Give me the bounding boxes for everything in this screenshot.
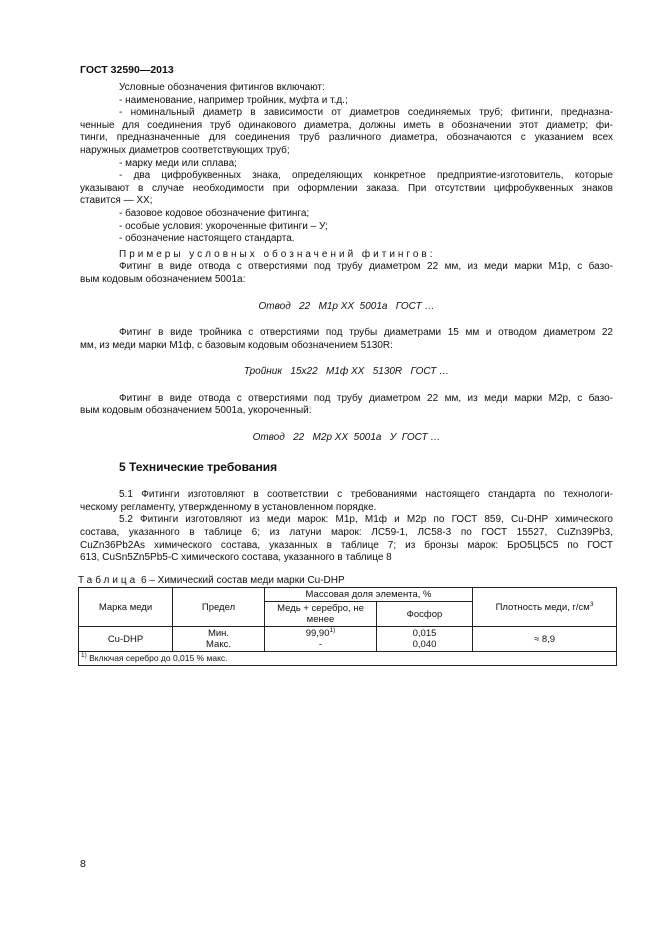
footnote-mark: 1) xyxy=(81,652,87,660)
col-header-grade: Марка меди xyxy=(79,588,173,627)
section-5-title: 5 Технические требования xyxy=(119,459,278,474)
page-number: 8 xyxy=(80,858,86,870)
cell-phosphorus-max: 0,040 xyxy=(412,639,437,651)
section-5-2: 613, CuSn5Zn5Pb5-C химического состава, указанного в таблице 8 xyxy=(80,552,392,564)
example-1-formula: Отвод 22 М1р ХХ 5001а ГОСТ … xyxy=(258,300,435,312)
cell-copper xyxy=(265,627,377,652)
section-5-2: CuZn36Pb2As химического состава, указанных в таблице 7; из бронзы марок: БрО5Ц5С5 по ГОСТ xyxy=(80,539,613,551)
cell-grade: Cu-DHP xyxy=(79,627,173,652)
col-header-copper: Медь + серебро, не менее xyxy=(265,602,377,627)
table-caption-prefix: Таблица xyxy=(78,574,139,586)
density-label: Плотность меди, г/см xyxy=(495,601,590,613)
example-2-formula: Тройник 15х22 М1ф ХХ 5130R ГОСТ … xyxy=(243,366,450,378)
intro-item: - обозначение настоящего стандарта. xyxy=(119,233,295,245)
intro-item: - номинальный диаметр в зависимости от диаметров соединяемых труб; фитинги, предназна- xyxy=(119,107,613,119)
col-header-mass-fraction: Массовая доля элемента, % xyxy=(265,588,473,602)
cell-copper-min: 99,90 xyxy=(305,628,330,640)
intro-lead: Условные обозначения фитингов включают: xyxy=(119,82,325,93)
col-header-phosphorus: Фосфор xyxy=(377,602,473,627)
examples-heading: Примеры условных обозначений фитингов: xyxy=(119,248,436,260)
footnote-ref: 1) xyxy=(329,627,336,635)
section-5-2: 5.2 Фитинги изготовляют из меди марок: М1р, М1ф и М2р по ГОСТ 859, Cu-DHP химического xyxy=(119,514,613,526)
intro-item: - наименование, например тройник, муфта и т.д.; xyxy=(119,94,348,106)
example-3-text: вым кодовым обозначением 5001а, укороченный: xyxy=(80,405,312,417)
intro-item: - базовое кодовое обозначение фитинга; xyxy=(119,207,310,219)
col-header-limit: Предел xyxy=(173,588,265,627)
cell-limit-min: Мин. xyxy=(207,628,230,640)
intro-item: - два цифробуквенных знака, определяющих конкретное предприятие-изготовитель, которые xyxy=(119,170,613,182)
col-header-density xyxy=(473,588,617,627)
intro-item: указывают в случае необходимости при оформлении заказа. При отсутствии цифробуквенных знаков xyxy=(80,182,613,194)
page-content xyxy=(80,82,613,666)
cell-phosphorus-min: 0,015 xyxy=(412,628,437,640)
table-row xyxy=(79,627,617,652)
cell-density: ≈ 8,9 xyxy=(473,627,617,652)
example-1-text: Фитинг в виде отвода с отверстиями под трубу диаметром 22 мм, из меди марки М1р, с базо- xyxy=(119,261,613,273)
section-5-2: состава, указанного в таблице 6; из латуни марок: ЛС59-1, ЛС58-3 по ГОСТ 15527, CuZn39Pb3, xyxy=(80,527,613,539)
section-5-1: 5.1 Фитинги изготовляют в соответствии с требованиями настоящего стандарта по технологи- xyxy=(119,489,613,501)
example-2-text: Фитинг в виде тройника с отверстиями под трубы диаметрами 15 мм и отводом диаметром 22 xyxy=(119,327,613,339)
intro-item: тинги, предназначенные для соединения труб различного диаметра, обозначаются с указанием всех xyxy=(80,132,613,144)
intro-item: ченные для соединения труб одинакового диаметра, должны иметь в обозначении этот диаметр; фи- xyxy=(80,119,613,131)
example-2-text: мм, из меди марки М1ф, с базовым кодовым обозначением 5130R: xyxy=(80,339,393,351)
table-6 xyxy=(78,587,617,666)
table-caption xyxy=(78,575,613,588)
footnote-text: Включая серебро до 0,015 % макс. xyxy=(86,653,228,664)
table-footnote xyxy=(79,652,617,666)
document-header: ГОСТ 32590—2013 xyxy=(80,64,174,76)
cell-limit xyxy=(173,627,265,652)
table-caption-text: 6 – Химический состав меди марки Cu-DHP xyxy=(138,574,345,586)
cell-copper-max: - xyxy=(318,639,323,651)
intro-item: наружных диаметров соответствующих труб; xyxy=(80,144,290,156)
cell-limit-max: Макс. xyxy=(206,639,231,651)
intro-item: - марку меди или сплава; xyxy=(119,157,237,169)
section-5-1: ческому регламенту, утвержденному в установленном порядке. xyxy=(80,501,377,513)
intro-item: ставится — ХХ; xyxy=(80,195,153,207)
example-3-formula: Отвод 22 М2р ХХ 5001а У ГОСТ … xyxy=(252,432,441,444)
cell-phosphorus xyxy=(377,627,473,652)
example-3-text: Фитинг в виде отвода с отверстиями под трубу диаметром 22 мм, из меди марки М2р, с базо- xyxy=(119,392,613,404)
density-unit-sup: 3 xyxy=(589,600,594,608)
intro-item: - особые условия: укороченные фитинги – У; xyxy=(119,220,328,232)
example-1-text: вым кодовым обозначением 5001а: xyxy=(80,273,246,285)
